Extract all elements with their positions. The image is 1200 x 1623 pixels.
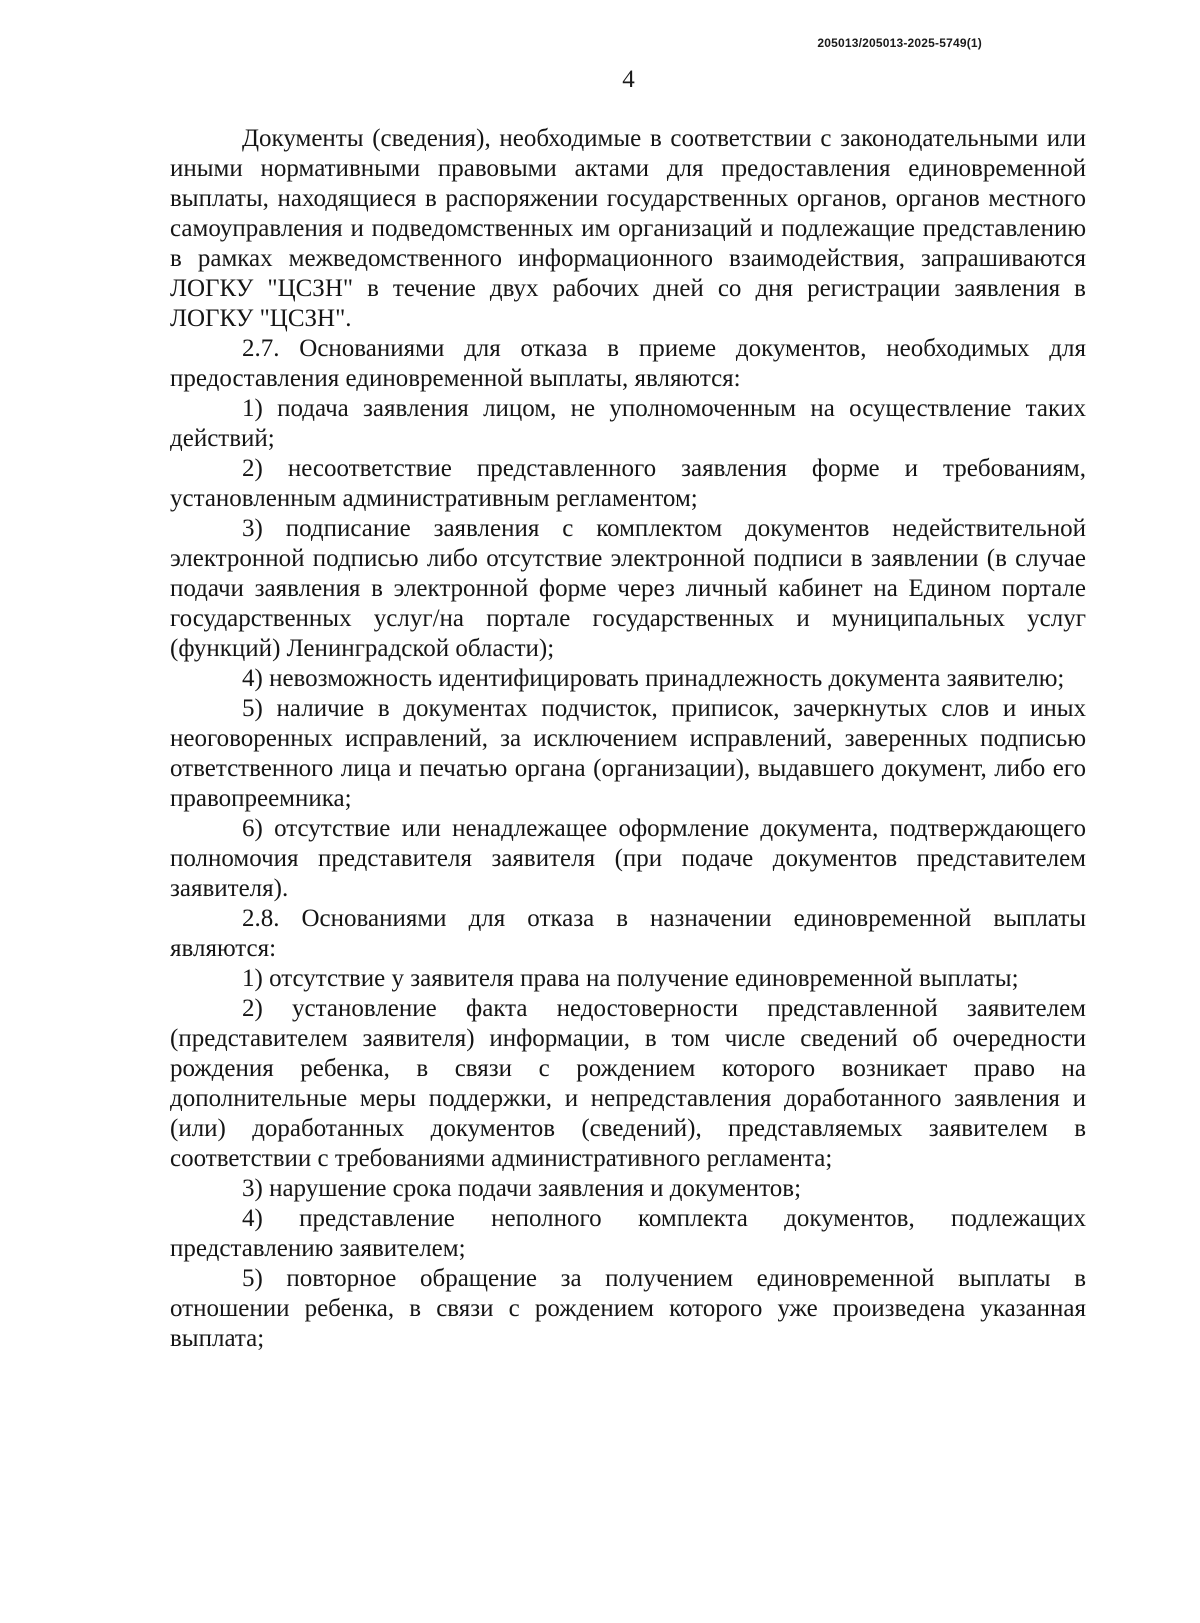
document-id: 205013/205013-2025-5749(1) xyxy=(817,36,982,50)
paragraph-2-7-item-4: 4) невозможность идентифицировать принадлежность документа заявителю; xyxy=(242,665,1065,692)
page-number: 4 xyxy=(622,66,635,93)
paragraph-2-8-item-4: 4) представление неполного комплекта документов, подлежащих представлению заявителем; xyxy=(170,1205,1086,1262)
paragraph-2-7-item-5: 5) наличие в документах подчисток, приписок, зачеркнутых слов и иных неоговоренных исправлений, за исключением исправлений, заверенных подписью ответственного лица и печатью органа (организации), выдавшего документ, либо его правопреемника; xyxy=(170,695,1086,812)
paragraph-2-7-heading: 2.7. Основаниями для отказа в приеме документов, необходимых для предоставления единовременной выплаты, являются: xyxy=(170,335,1086,392)
paragraph-2-8-item-2: 2) установление факта недостоверности представленной заявителем (представителем заявителя) информации, в том числе сведений об очередности рождения ребенка, в связи с рождением которого возникает право на дополнительные меры поддержки, и непредставления доработанного заявления и (или) доработанных документов (сведений), представляемых заявителем в соответствии с требованиями административного регламента; xyxy=(170,995,1086,1172)
paragraph-2-7-item-1: 1) подача заявления лицом, не уполномоченным на осуществление таких действий; xyxy=(170,395,1086,452)
document-body xyxy=(170,124,1086,1354)
paragraph-2-8-item-3: 3) нарушение срока подачи заявления и документов; xyxy=(242,1175,802,1202)
paragraph-documents-request: Документы (сведения), необходимые в соответствии с законодательными или иными нормативными правовыми актами для предоставления единовременной выплаты, находящиеся в распоряжении государственных органов, органов местного самоуправления и подведомственных им организаций и подлежащие представлению в рамках межведомственного информационного взаимодействия, запрашиваются ЛОГКУ "ЦСЗН" в течение двух рабочих дней со дня регистрации заявления в ЛОГКУ "ЦСЗН". xyxy=(170,125,1086,332)
paragraph-2-8-item-5: 5) повторное обращение за получением единовременной выплаты в отношении ребенка, в связи с рождением которого уже произведена указанная выплата; xyxy=(170,1265,1086,1352)
paragraph-2-7-item-3: 3) подписание заявления с комплектом документов недействительной электронной подписью либо отсутствие электронной подписи в заявлении (в случае подачи заявления в электронной форме через личный кабинет на Едином портале государственных услуг/на портале государственных и муниципальных услуг (функций) Ленинградской области); xyxy=(170,515,1086,662)
paragraph-2-7-item-6: 6) отсутствие или ненадлежащее оформление документа, подтверждающего полномочия представителя заявителя (при подаче документов представителем заявителя). xyxy=(170,815,1086,902)
paragraph-2-8-item-1: 1) отсутствие у заявителя права на получение единовременной выплаты; xyxy=(242,965,1019,992)
paragraph-2-8-heading: 2.8. Основаниями для отказа в назначении единовременной выплаты являются: xyxy=(170,905,1086,962)
paragraph-2-7-item-2: 2) несоответствие представленного заявления форме и требованиям, установленным административным регламентом; xyxy=(170,455,1086,512)
